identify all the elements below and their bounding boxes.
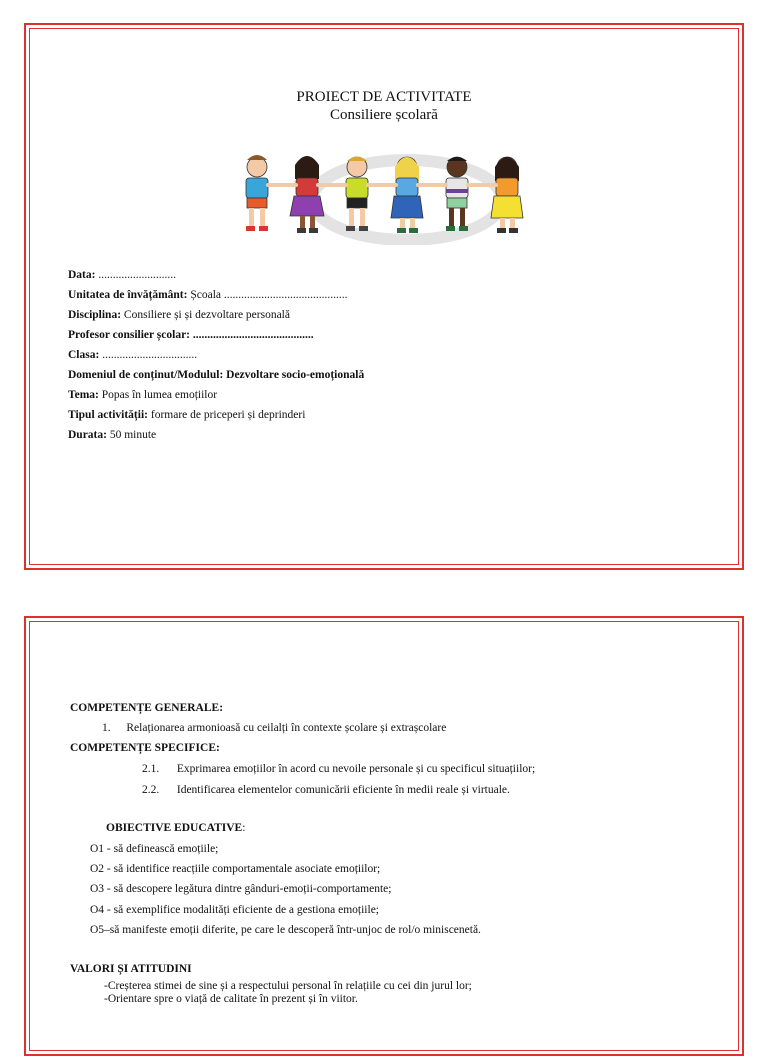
field-label: Domeniul de conținut/Modulul: Dezvoltare socio-emoțională [68, 369, 365, 381]
field-label: Data: [68, 269, 96, 281]
field-row [68, 325, 364, 345]
field-row [68, 305, 364, 325]
field-value: .......................................... [190, 329, 314, 341]
list-item-text: Exprimarea emoțiilor în acord cu nevoile personale și cu specificul situațiilor; [176, 763, 536, 775]
list-item [102, 718, 446, 738]
field-value: ................................. [99, 349, 198, 361]
document-title: PROIECT DE ACTIVITATE [296, 89, 472, 105]
field-value: Popas în lumea emoțiilor [98, 389, 218, 401]
document-title-block [26, 88, 742, 124]
field-label: Clasa: [68, 349, 100, 361]
children-holding-hands-icon [222, 145, 542, 245]
field-value: Consiliere și și dezvoltare personală [121, 309, 290, 321]
field-label: Tema: [68, 389, 99, 401]
field-label: Durata: [68, 429, 107, 441]
list-item: O5–să manifeste emoții diferite, pe care le descoperă într-unjoc de rol/o miniscenetă. [90, 924, 481, 936]
field-label: Tipul activității: [68, 409, 148, 421]
field-value: formare de priceperi și deprinderi [147, 409, 306, 421]
field-row [68, 265, 364, 285]
field-label: Disciplina: [68, 309, 122, 321]
obiective-heading [106, 818, 245, 838]
field-value: 50 minute [106, 429, 157, 441]
list-item [142, 780, 510, 800]
list-item-number: 2.2. [142, 784, 160, 796]
list-item: O4 - să exemplifice modalități eficiente de a gestiona emoțiile; [90, 904, 379, 916]
document-page-1 [24, 23, 744, 570]
field-label: Unitatea de învățământ: [68, 289, 188, 301]
list-item-number: 1. [102, 722, 111, 734]
field-row [68, 385, 364, 405]
list-item-text: Identificarea elementelor comunicării eficiente în medii reale și virtuale. [176, 784, 510, 796]
list-item: -Creșterea stimei de sine și a respectului personal în relațiile cu cei din jurul lor; [104, 980, 472, 992]
list-item-number: 2.1. [142, 763, 160, 775]
field-label: Profesor consilier școlar: [68, 329, 190, 341]
field-row [68, 285, 364, 305]
list-item [142, 759, 535, 779]
field-row [68, 345, 364, 365]
document-page-2 [24, 616, 744, 1056]
field-row [68, 365, 364, 385]
project-fields [68, 265, 364, 445]
field-value: Școala ........................................... [187, 289, 348, 301]
list-item: O2 - să identifice reacțiile comportamentale asociate emoțiilor; [90, 863, 381, 875]
competente-specifice-heading: COMPETENȚE SPECIFICE: [70, 742, 220, 754]
valori-heading: VALORI ȘI ATITUDINI [70, 963, 192, 975]
list-item: -Orientare spre o viață de calitate în prezent și în viitor. [104, 993, 358, 1005]
field-row [68, 405, 364, 425]
list-item: O3 - să descopere legătura dintre gânduri-emoții-comportamente; [90, 883, 392, 895]
field-value: ........................... [95, 269, 176, 281]
competente-generale-heading: COMPETENȚE GENERALE: [70, 702, 224, 714]
list-item: O1 - să definească emoțiile; [90, 843, 219, 855]
obiective-heading-text: OBIECTIVE EDUCATIVE [106, 822, 243, 834]
field-row [68, 425, 364, 445]
list-item-text: Relaționarea armonioasă cu ceilalți în contexte școlare și extrașcolare [126, 722, 447, 734]
document-subtitle: Consiliere școlară [330, 107, 438, 123]
obiective-heading-suffix: : [242, 822, 246, 834]
